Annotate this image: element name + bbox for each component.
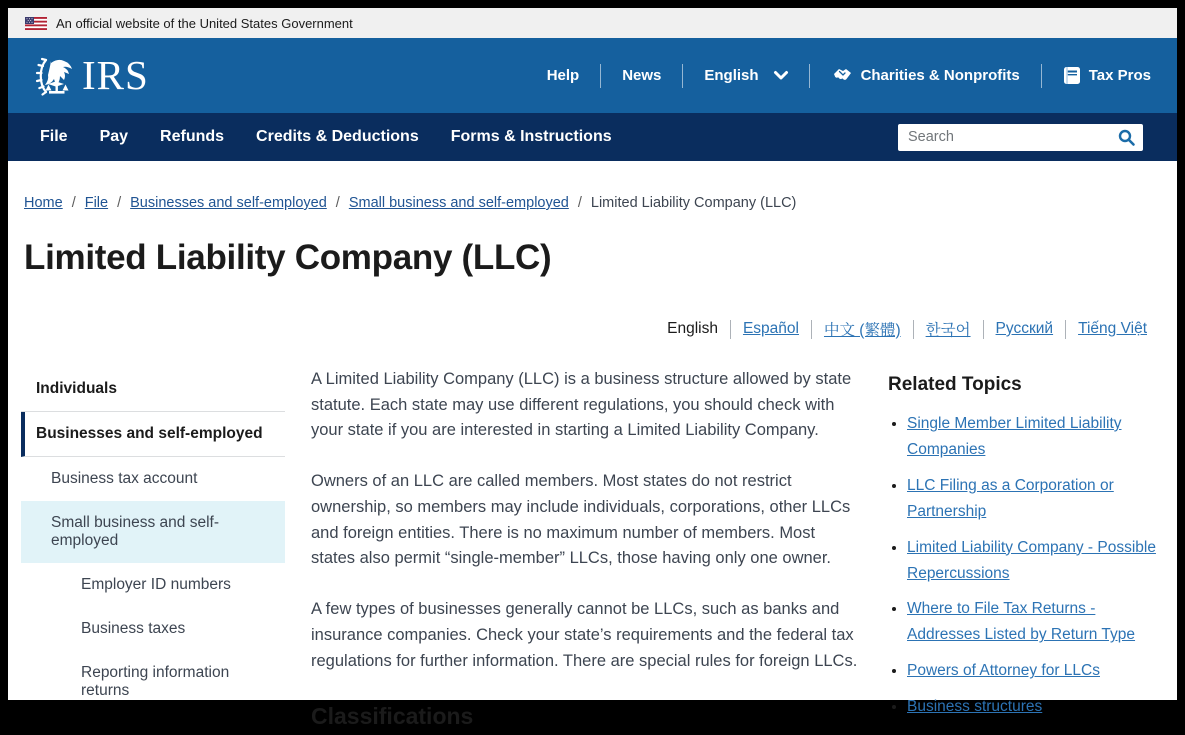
breadcrumb — [24, 195, 1161, 211]
irs-eagle-icon — [34, 53, 80, 99]
sidebar-item-business-taxes[interactable]: Business taxes — [81, 620, 186, 637]
related-link-single-member[interactable]: Single Member Limited Liability Companies — [907, 415, 1122, 458]
list-item — [907, 411, 1158, 463]
search-box — [898, 124, 1143, 151]
related-topics-list — [888, 411, 1158, 720]
breadcrumb-current: Limited Liability Company (LLC) — [590, 195, 797, 211]
breadcrumb-separator: / — [117, 195, 122, 211]
content — [8, 367, 1177, 735]
news-link[interactable]: News — [622, 67, 662, 84]
breadcrumb-separator: / — [577, 195, 582, 211]
list-item — [907, 658, 1158, 684]
related-link-powers-of-attorney[interactable]: Powers of Attorney for LLCs — [907, 662, 1100, 680]
language-current: English — [667, 320, 718, 337]
article-paragraph: A Limited Liability Company (LLC) is a business structure allowed by state statute. Each state may use different regulations, you should check with your state if you are interested in starting a Limited Liability Company. — [311, 370, 852, 440]
language-dropdown-label: English — [704, 67, 759, 84]
header-menu — [547, 64, 1151, 88]
header-separator — [1041, 64, 1042, 88]
nav-item-refunds[interactable]: Refunds — [160, 128, 225, 145]
irs-logo-text: IRS — [82, 52, 149, 98]
nav-item-pay[interactable]: Pay — [99, 128, 129, 145]
tax-pros-link[interactable] — [1063, 66, 1151, 85]
tax-pros-label: Tax Pros — [1088, 67, 1151, 84]
page-title: Limited Liability Company (LLC) — [24, 238, 552, 277]
language-dropdown[interactable] — [704, 67, 787, 84]
handshake-icon — [831, 67, 853, 84]
search-input[interactable] — [908, 129, 1118, 145]
classifications-heading: Classifications — [311, 703, 474, 730]
list-item — [907, 473, 1158, 525]
language-link-spanish[interactable]: Español — [742, 320, 799, 337]
list-item — [907, 694, 1158, 720]
charities-nonprofits-label: Charities & Nonprofits — [860, 67, 1020, 84]
language-link-vietnamese[interactable]: Tiếng Việt — [1078, 320, 1147, 337]
us-flag-icon — [25, 17, 47, 30]
sidebar-item-businesses[interactable]: Businesses and self-employed — [21, 412, 285, 457]
article-paragraph: Owners of an LLC are called members. Most states do not restrict ownership, so members may include individuals, corporations, other LLCs and foreign entities. There is no maximum number of members. Most states also permit “single-member” LLCs, those having only one owner. — [311, 472, 851, 568]
related-link-repercussions[interactable]: Limited Liability Company - Possible Repercussions — [907, 538, 1156, 582]
main-nav — [8, 113, 1177, 161]
breadcrumb-link-businesses[interactable]: Businesses and self-employed — [130, 195, 327, 211]
language-link-chinese[interactable]: 中文 (繁體) — [823, 322, 901, 339]
breadcrumb-separator: / — [71, 195, 76, 211]
language-links — [8, 318, 1147, 340]
page — [8, 8, 1177, 730]
related-link-business-structures[interactable]: Business structures — [907, 698, 1043, 716]
breadcrumb-separator: / — [335, 195, 340, 211]
irs-logo[interactable] — [34, 53, 149, 99]
related-link-llc-filing[interactable]: LLC Filing as a Corporation or Partnership — [907, 476, 1114, 520]
site-header — [8, 38, 1177, 113]
sidebar-item-reporting-information-returns[interactable]: Reporting information returns — [81, 664, 230, 699]
breadcrumb-link-small-business[interactable]: Small business and self-employed — [348, 195, 569, 211]
gov-banner — [8, 8, 1177, 38]
header-separator — [682, 64, 683, 88]
sidebar-item-small-business[interactable]: Small business and self-employed — [21, 501, 285, 563]
list-item — [907, 535, 1158, 587]
related-topics-heading: Related Topics — [888, 374, 1022, 395]
gov-banner-text: An official website of the United States Government — [56, 15, 353, 31]
language-separator — [1065, 320, 1066, 339]
language-separator — [730, 320, 731, 339]
language-separator — [983, 320, 984, 339]
language-separator — [913, 320, 914, 339]
search-icon — [1118, 129, 1135, 146]
sidebar-item-employer-id-numbers[interactable]: Employer ID numbers — [81, 576, 231, 593]
sidebar-nav — [21, 367, 285, 735]
article — [311, 367, 860, 735]
help-link[interactable]: Help — [546, 67, 580, 84]
article-paragraph: A few types of businesses generally cannot be LLCs, such as banks and insurance companies. Check your state’s requirements and the federal tax regulations for further information. There are special rules for foreign LLCs. — [311, 600, 858, 670]
breadcrumb-link-file[interactable]: File — [84, 195, 109, 211]
nav-item-file[interactable]: File — [40, 128, 68, 145]
sidebar-item-individuals[interactable]: Individuals — [21, 367, 285, 412]
language-link-korean[interactable]: 한국어 — [925, 322, 971, 339]
sidebar-item-business-tax-account[interactable]: Business tax account — [51, 470, 198, 487]
header-separator — [600, 64, 601, 88]
related-topics — [888, 367, 1158, 735]
breadcrumb-link-home[interactable]: Home — [24, 195, 63, 211]
nav-item-credits-deductions[interactable]: Credits & Deductions — [256, 128, 419, 145]
related-link-where-to-file[interactable]: Where to File Tax Returns - Addresses Listed by Return Type — [907, 600, 1136, 644]
language-separator — [811, 320, 812, 339]
search-button[interactable] — [1118, 129, 1135, 146]
language-link-russian[interactable]: Русский — [995, 320, 1054, 337]
list-item — [907, 596, 1158, 648]
charities-nonprofits-link[interactable] — [831, 67, 1020, 84]
book-icon — [1063, 66, 1081, 85]
header-separator — [809, 64, 810, 88]
chevron-down-icon — [774, 71, 788, 80]
nav-item-forms-instructions[interactable]: Forms & Instructions — [450, 128, 612, 145]
